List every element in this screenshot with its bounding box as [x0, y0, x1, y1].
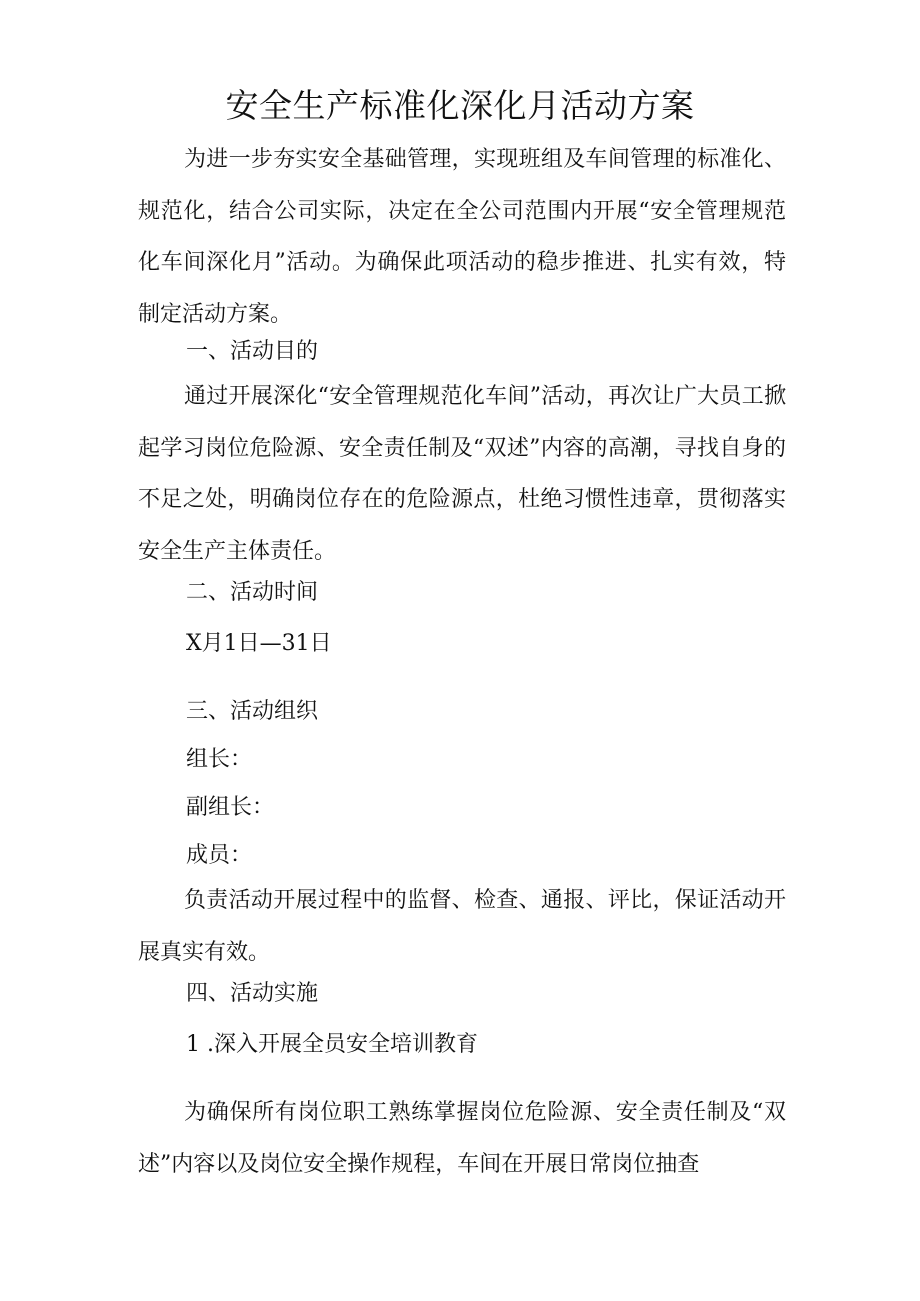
- section3-heading: 三、活动组织: [186, 699, 319, 724]
- section2-body: X月1日—31日: [186, 631, 332, 656]
- document-title: 安全生产标准化深化月活动方案: [225, 86, 695, 125]
- section3-body: 负责活动开展过程中的监督、检查、通报、评比，保证活动开展真实有效。: [138, 888, 786, 965]
- members-line: 成员：: [186, 843, 253, 868]
- section4-heading: 四、活动实施: [186, 981, 319, 1006]
- intro-paragraph: 为进一步夯实安全基础管理，实现班组及车间管理的标准化、规范化，结合公司实际，决定在全公司范围内开展“安全管理规范化车间深化月”活动。为确保此项活动的稳步推进、扎实有效，特制定活动方案。: [138, 147, 786, 327]
- deputy-leader-line: 副组长：: [186, 795, 275, 820]
- item1-body: 为确保所有岗位职工熟练掌握岗位危险源、安全责任制及“双述”内容以及岗位安全操作规程，车间在开展日常岗位抽查: [138, 1100, 786, 1177]
- section2-heading: 二、活动时间: [186, 580, 319, 605]
- section1-heading: 一、活动目的: [186, 339, 319, 364]
- item1-heading: 1 .深入开展全员安全培训教育: [186, 1032, 478, 1057]
- section1-body: 通过开展深化“安全管理规范化车间”活动，再次让广大员工掀起学习岗位危险源、安全责任制及“双述”内容的高潮，寻找自身的不足之处，明确岗位存在的危险源点，杜绝习惯性违章，贯彻落实安全生产主体责任。: [138, 384, 786, 564]
- leader-line: 组长：: [186, 747, 253, 772]
